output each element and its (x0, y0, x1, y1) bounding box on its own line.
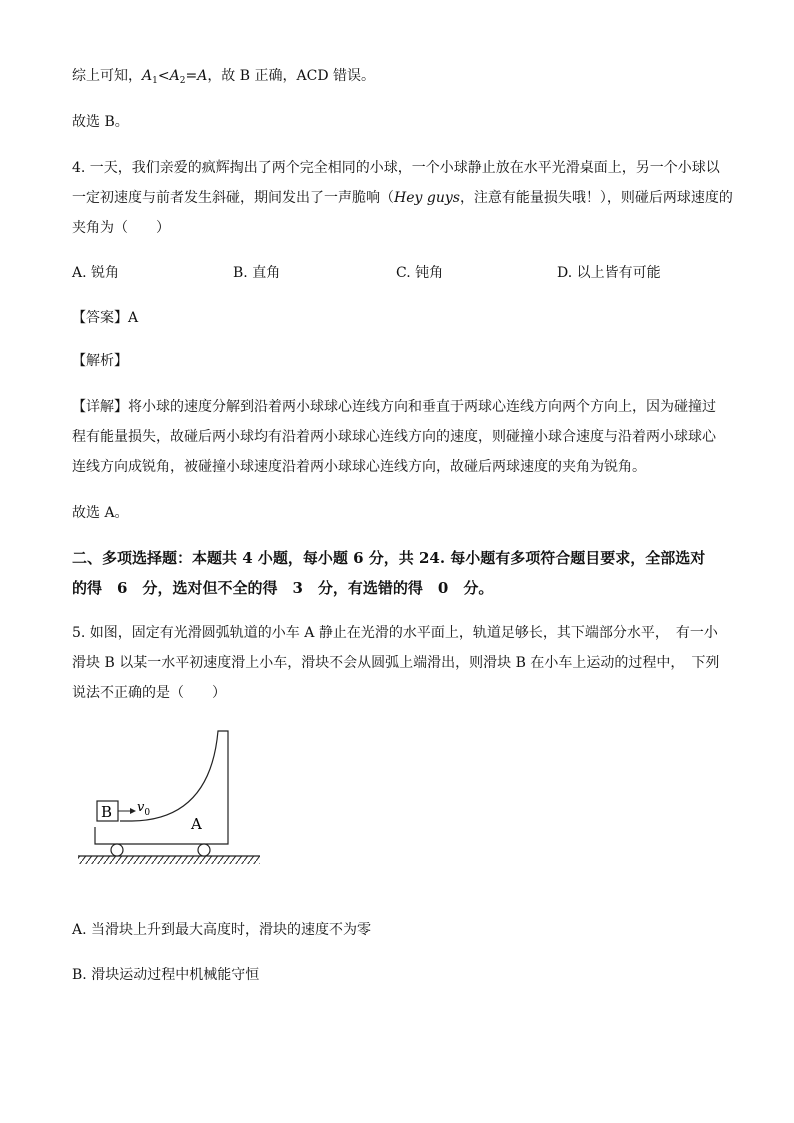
q5-line3: 说法不正确的是（ ） (72, 685, 226, 701)
q4-detail-line2: 程有能量损失，故碰后两小球均有沿着两小球球心连线方向的速度，则碰撞小球合速度与沿着两小球球心 (72, 429, 716, 445)
q5-option-b: B. 滑块运动过程中机械能守恒 (72, 967, 260, 983)
q4-detail-line3: 连线方向成锐角，被碰撞小球速度沿着两小球球心连线方向，故碰后两球速度的夹角为锐角。 (72, 459, 646, 475)
section2-heading-line1: 二、多项选择题：本题共 4 小题，每小题 6 分，共 24. 每小题有多项符合题目要求，全部选对 (72, 549, 706, 567)
cart-body (95, 731, 228, 844)
equals: = (185, 68, 198, 84)
section2-heading-line2: 的得 6 分，选对但不全的得 3 分，有选错的得 0 分。 (72, 579, 494, 597)
conclusion-prefix: 综上可知， (72, 68, 142, 84)
block-b-label: B (101, 803, 113, 821)
previous-conclusion (72, 66, 375, 91)
q4-option-a: A. 锐角 (72, 265, 120, 281)
q4-italic-phrase: Hey guys (394, 190, 460, 206)
q4-option-c: C. 钝角 (396, 265, 444, 281)
q5-option-a: A. 当滑块上升到最大高度时，滑块的速度不为零 (72, 922, 372, 938)
q5-line1: 5. 如图，固定有光滑圆弧轨道的小车 A 静止在光滑的水平面上，轨道足够长，其下端部分水平， 有一小 (72, 625, 718, 641)
cart-wheel-left (111, 844, 123, 856)
symbol-a2: $A_2$ (169, 68, 186, 86)
cart-figure (70, 725, 270, 875)
less-than: < (157, 68, 170, 84)
q4-line3: 夹角为（ ） (72, 220, 170, 236)
previous-choice: 故选 B。 (72, 114, 129, 130)
q4-analysis-label: 【解析】 (72, 353, 128, 369)
q4-line2: 一定初速度与前者发生斜碰，期间发出了一声脆响（Hey guys，注意有能量损失哦！），则碰后两球速度的 (72, 190, 733, 206)
q4-choice: 故选 A。 (72, 505, 129, 521)
conclusion-suffix: ，故 B 正确，ACD 错误。 (207, 68, 375, 84)
q4-answer: 【答案】A (72, 310, 139, 326)
symbol-a: A (197, 68, 208, 84)
q4-detail-line1: 【详解】将小球的速度分解到沿着两小球球心连线方向和垂直于两球心连线方向两个方向上，因为碰撞过 (72, 399, 716, 415)
velocity-arrowhead (130, 808, 136, 814)
q5-line2: 滑块 B 以某一水平初速度滑上小车，滑块不会从圆弧上端滑出，则滑块 B 在小车上运动的过程中， 下列 (72, 655, 720, 671)
symbol-a1: $A_1$ (142, 68, 158, 86)
cart-wheel-right (198, 844, 210, 856)
q4-option-d: D. 以上皆有可能 (557, 265, 661, 281)
q4-line1: 4. 一天，我们亲爱的疯辉掏出了两个完全相同的小球，一个小球静止放在水平光滑桌面上，另一个小球以 (72, 160, 720, 176)
ground-hatching (78, 856, 260, 864)
cart-a-label: A (191, 815, 202, 833)
velocity-label: $v_0$ (137, 800, 151, 818)
q4-option-b: B. 直角 (233, 265, 281, 281)
